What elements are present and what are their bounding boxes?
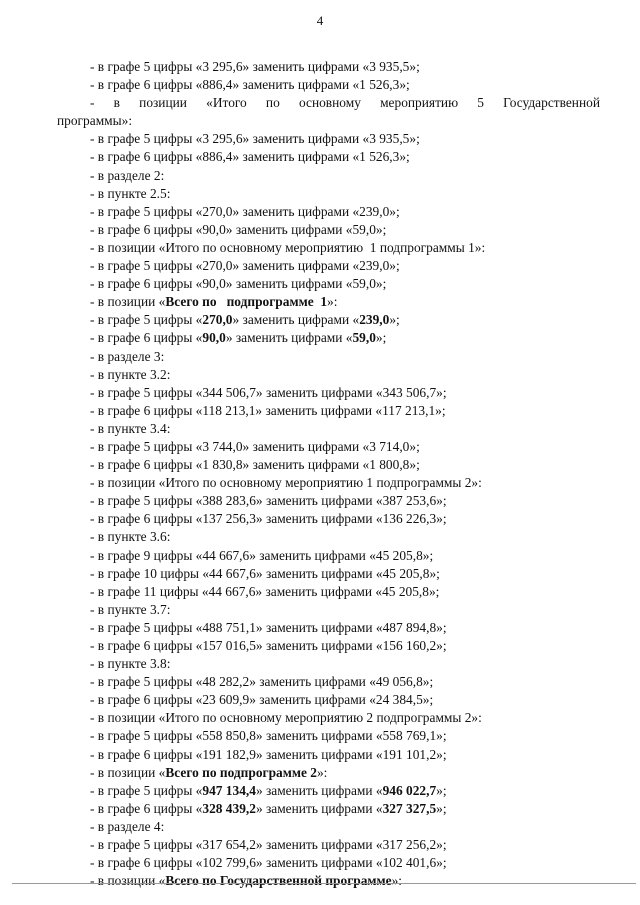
text-run: - в графе 5 цифры «270,0» заменить цифрами «239,0»;: [90, 203, 400, 219]
text-run: - в графе 11 цифры «44 667,6» заменить цифрами «45 205,8»;: [90, 583, 440, 599]
text-line: [0, 311, 640, 329]
justified-text: [90, 94, 600, 112]
text-run: - в графе 5 цифры «317 654,2» заменить цифрами «317 256,2»;: [90, 837, 447, 853]
text-run: - в пункте 3.8:: [90, 656, 171, 672]
text-line: [0, 818, 640, 836]
text-run: - в разделе 2:: [90, 167, 165, 183]
text-line: [0, 746, 640, 764]
text-run: - в графе 6 цифры «157 016,5» заменить цифрами «156 160,2»;: [90, 638, 447, 653]
text-line: [0, 872, 640, 890]
text-run: - в позиции «: [90, 294, 166, 310]
text-run: »:: [327, 294, 338, 310]
bold-text: 90,0: [202, 330, 226, 346]
text-line: [0, 293, 640, 311]
bold-text: 270,0: [202, 312, 233, 328]
text-line: [0, 727, 640, 745]
text-line: [0, 673, 640, 691]
text-run: - в пункте 3.2:: [90, 366, 171, 382]
text-run: »:: [316, 764, 328, 780]
text-run: - в графе 5 цифры «3 744,0» заменить цифрами «3 714,0»;: [90, 438, 420, 454]
text-line: [0, 655, 640, 673]
text-line: [0, 510, 640, 528]
text-line: [0, 528, 640, 546]
text-line: [0, 76, 640, 94]
text-run: »:: [391, 873, 403, 889]
page-number: 4: [316, 13, 324, 28]
text-run: - в графе 6 цифры «: [90, 330, 203, 346]
bold-text: 946 022,7: [382, 782, 437, 798]
bold-text: Всего по подпрограмме 1: [165, 294, 328, 310]
text-run: - в графе 6 цифры «118 213,1» заменить цифрами «117 213,1»;: [90, 402, 446, 418]
text-line: [0, 239, 640, 257]
text-run: - в графе 5 цифры «3 295,6» заменить цифрами «3 935,5»;: [90, 131, 420, 147]
bold-text: Всего по подпрограмме 2: [165, 764, 317, 780]
text-line: [0, 94, 640, 112]
text-run: - в графе 6 цифры «886,4» заменить цифрами «1 526,3»;: [90, 77, 410, 93]
text-line: [0, 167, 640, 185]
text-run: » заменить цифрами «: [255, 782, 383, 798]
text-run: - в позиции «Итого по основному мероприятию 2 подпрограммы 2»:: [90, 710, 482, 726]
text-line: [0, 709, 640, 727]
text-run: - в пункте 3.6:: [90, 529, 171, 545]
text-line: [0, 764, 640, 782]
text-run: - в графе 6 цифры «886,4» заменить цифрами «1 526,3»;: [90, 149, 410, 165]
bold-text: 239,0: [359, 312, 390, 328]
text-line: [0, 547, 640, 565]
bold-text: 59,0: [352, 330, 376, 346]
text-run: - в графе 5 цифры «558 850,8» заменить цифрами «558 769,1»;: [90, 728, 447, 744]
text-line: [0, 583, 640, 601]
text-line: [0, 456, 640, 474]
text-line: [0, 420, 640, 438]
text-line: [0, 782, 640, 800]
text-run: » заменить цифрами «: [232, 312, 360, 328]
text-run: » заменить цифрами «: [225, 330, 353, 346]
text-line: [0, 384, 640, 402]
text-line: [0, 130, 640, 148]
text-run: - в графе 5 цифры «48 282,2» заменить цифрами «49 056,8»;: [90, 674, 434, 690]
text-line: [0, 148, 640, 166]
text-run: программы»:: [57, 113, 133, 129]
text-run: - в позиции «Итого по основному мероприятию 5 Государственной: [90, 95, 600, 111]
text-line: [0, 836, 640, 854]
text-run: - в графе 5 цифры «344 506,7» заменить цифрами «343 506,7»;: [90, 384, 447, 400]
text-run: - в пункте 2.5:: [90, 185, 171, 201]
text-line: [0, 854, 640, 872]
text-line: [0, 221, 640, 239]
text-run: - в графе 5 цифры «388 283,6» заменить цифрами «387 253,6»;: [90, 493, 447, 509]
text-run: - в позиции «: [90, 873, 166, 889]
bold-text: 327 327,5: [382, 800, 437, 816]
text-line: [0, 203, 640, 221]
text-line: [0, 185, 640, 203]
text-run: - в графе 5 цифры «270,0» заменить цифрами «239,0»;: [90, 258, 400, 274]
bold-text: 328 439,2: [202, 800, 256, 816]
text-run: »;: [436, 782, 447, 798]
text-line: [0, 565, 640, 583]
text-run: »;: [375, 330, 387, 346]
text-line: [0, 619, 640, 637]
text-line: [0, 58, 640, 76]
text-run: - в графе 6 цифры «191 182,9» заменить цифрами «191 101,2»;: [90, 746, 447, 762]
bold-text: Всего по Государственной программе: [165, 873, 392, 889]
text-run: - в графе 10 цифры «44 667,6» заменить цифрами «45 205,8»;: [90, 565, 440, 581]
text-line: [0, 637, 640, 655]
text-run: »;: [389, 312, 400, 328]
text-run: - в графе 6 цифры «102 799,6» заменить цифрами «102 401,6»;: [90, 855, 447, 871]
text-run: - в пункте 3.4:: [90, 420, 171, 436]
text-run: - в графе 9 цифры «44 667,6» заменить цифрами «45 205,8»;: [90, 547, 434, 563]
text-run: - в пункте 3.7:: [90, 601, 171, 617]
text-run: - в разделе 3:: [90, 348, 165, 364]
text-run: » заменить цифрами «: [255, 800, 383, 816]
text-line: [0, 275, 640, 293]
text-run: - в позиции «Итого по основному мероприятию 1 подпрограммы 1»:: [90, 239, 486, 255]
text-run: - в графе 6 цифры «23 609,9» заменить цифрами «24 384,5»;: [90, 692, 434, 708]
text-run: - в графе 6 цифры «1 830,8» заменить цифрами «1 800,8»;: [90, 457, 420, 473]
text-line: [0, 691, 640, 709]
text-line: [0, 112, 640, 130]
text-line: [0, 601, 640, 619]
text-run: - в позиции «: [90, 764, 166, 780]
text-run: - в графе 6 цифры «90,0» заменить цифрами «59,0»;: [90, 276, 387, 292]
text-line: [0, 800, 640, 818]
text-run: - в разделе 4:: [90, 818, 165, 834]
text-run: - в графе 6 цифры «: [90, 800, 203, 816]
text-run: - в графе 6 цифры «137 256,3» заменить цифрами «136 226,3»;: [90, 511, 447, 527]
text-run: - в графе 6 цифры «90,0» заменить цифрами «59,0»;: [90, 221, 387, 237]
text-run: - в графе 5 цифры «488 751,1» заменить цифрами «487 894,8»;: [90, 619, 447, 635]
text-line: [0, 402, 640, 420]
document-body: [0, 58, 640, 890]
text-line: [0, 257, 640, 275]
text-line: [0, 348, 640, 366]
bottom-rule: [12, 883, 636, 884]
text-line: [0, 366, 640, 384]
text-line: [0, 438, 640, 456]
text-run: - в позиции «Итого по основному мероприятию 1 подпрограммы 2»:: [90, 475, 482, 491]
text-line: [0, 474, 640, 492]
text-run: »;: [436, 800, 447, 816]
text-line: [0, 492, 640, 510]
text-line: [0, 329, 640, 347]
bold-text: 947 134,4: [202, 782, 256, 798]
text-run: - в графе 5 цифры «3 295,6» заменить цифрами «3 935,5»;: [90, 59, 420, 74]
text-run: - в графе 5 цифры «: [90, 782, 203, 798]
text-run: - в графе 5 цифры «: [90, 312, 203, 328]
